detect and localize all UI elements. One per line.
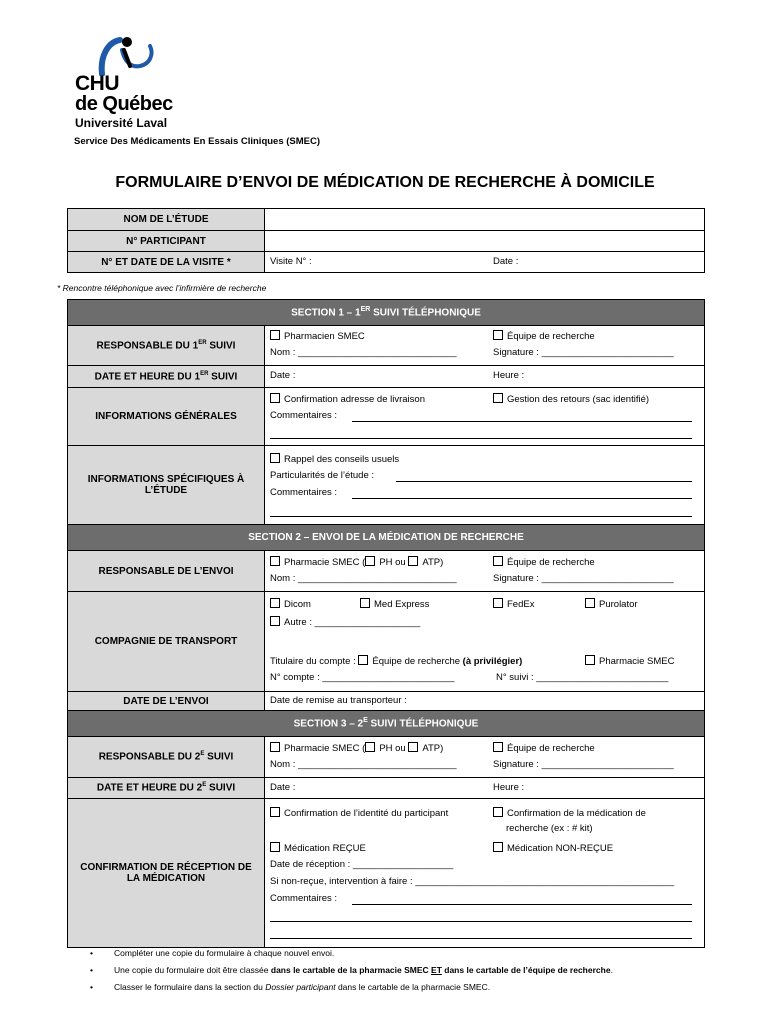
field-nom-etude[interactable] [265, 209, 705, 231]
service-name: Service Des Médicaments En Essais Cliniques (SMEC) [74, 136, 321, 147]
info-generales-cell [265, 388, 705, 446]
checkbox-equipe-envoi[interactable]: Équipe de recherche [493, 556, 595, 568]
label-participant: N° PARTICIPANT [68, 231, 265, 252]
checkbox-pharmacie-titulaire[interactable]: Pharmacie SMEC [585, 655, 675, 667]
commentaires2-label: Commentaires : [270, 487, 338, 498]
checkbox-autre[interactable]: Autre : ____________________ [270, 616, 420, 628]
logo-figure-icon [72, 36, 182, 76]
signature-field[interactable]: Signature : _________________________ [493, 347, 674, 358]
section3-header: SECTION $3 - 2^E$ SUIVI TÉLÉPHONIQUE [68, 711, 705, 737]
resp-1er-suivi-cell [265, 326, 705, 366]
commentaires3-line-2[interactable] [270, 921, 692, 922]
titulaire-compte[interactable]: Titulaire du compte : Équipe de recherche (à privilégier) [270, 656, 523, 667]
field-participant[interactable] [265, 231, 705, 252]
checkbox-confirm-identite[interactable]: Confirmation de l’identité du participant [270, 807, 448, 819]
commentaires-label: Commentaires : [270, 410, 338, 421]
commentaires3-line[interactable] [352, 904, 692, 905]
checkbox-gestion-retours[interactable]: Gestion des retours (sac identifié) [493, 393, 649, 405]
label-resp-2e-suivi: RESPONSABLE DU $2^E$ SUIVI [68, 737, 265, 778]
checkbox-confirm-adresse[interactable]: Confirmation adresse de livraison [270, 393, 425, 405]
signature-envoi-field[interactable]: Signature : _________________________ [493, 573, 674, 584]
label-date-envoi: DATE DE L’ENVOI [68, 692, 265, 711]
chu-logo [72, 36, 182, 136]
commentaires-line-2[interactable] [270, 438, 692, 439]
logo-line1: CHU [75, 72, 119, 95]
checkbox-purolator[interactable]: Purolator [585, 598, 638, 610]
label-confirmation-reception: CONFIRMATION DE RÉCEPTION DE LA MÉDICATION [68, 799, 265, 948]
label-dh-2e-suivi: DATE ET HEURE DU $2^E$ SUIVI [68, 778, 265, 799]
label-dh-1er-suivi: DATE ET HEURE DU 1ER SUIVI [68, 366, 265, 388]
commentaires2-line-2[interactable] [270, 516, 692, 517]
main-form-table [67, 299, 705, 948]
commentaires2-line[interactable] [352, 498, 692, 499]
particularites-line[interactable] [396, 481, 692, 482]
logo-line3: Université Laval [75, 116, 168, 130]
label-nom-etude: NOM DE L’ÉTUDE [68, 209, 265, 231]
label-compagnie: COMPAGNIE DE TRANSPORT [68, 592, 265, 692]
checkbox-med-recue[interactable]: Médication REÇUE [270, 842, 366, 854]
section1-header: SECTION 1 – 1ER SUIVI TÉLÉPHONIQUE [68, 300, 705, 326]
compagnie-cell [265, 592, 705, 692]
section2-header: SECTION 2 – ENVOI DE LA MÉDICATION DE RECHERCHE [68, 525, 705, 551]
nom-field[interactable]: Nom : ______________________________ [270, 347, 457, 358]
checkbox-fedex[interactable]: FedEx [493, 598, 534, 610]
checkbox-rappel-conseils[interactable]: Rappel des conseils usuels [270, 453, 399, 465]
no-compte-field[interactable]: N° compte : _________________________ [270, 672, 455, 683]
nom-2e-field[interactable]: Nom : ______________________________ [270, 759, 457, 770]
date-field[interactable]: Date : [270, 370, 296, 381]
confirmation-cell [265, 799, 705, 948]
checkbox-pharmacie-smec[interactable]: Pharmacie SMEC ( PH ou ATP) [270, 556, 443, 568]
commentaires-line[interactable] [352, 421, 692, 422]
checkbox-pharmacie-smec-2[interactable]: Pharmacie SMEC ( PH ou ATP) [270, 742, 443, 754]
label-visite: N° ET DATE DE LA VISITE * [68, 252, 265, 273]
particularites-label: Particularités de l’étude : [270, 470, 375, 481]
label-info-generales: INFORMATIONS GÉNÉRALES [68, 388, 265, 446]
logo-line2: de Québec [75, 93, 173, 115]
checkbox-equipe-2[interactable]: Équipe de recherche [493, 742, 595, 754]
footnote: * Rencontre téléphonique avec l’infirmière de recherche [57, 283, 267, 293]
label-resp-envoi: RESPONSABLE DE L’ENVOI [68, 551, 265, 592]
no-suivi-field[interactable]: N° suivi : _________________________ [496, 672, 669, 683]
si-non-recue-field[interactable]: Si non-reçue, intervention à faire : _________________________________________________ [270, 876, 675, 887]
visite-no: Visite N° : [270, 256, 312, 267]
form-title: FORMULAIRE D’ENVOI DE MÉDICATION DE RECHERCHE À DOMICILE [115, 174, 655, 191]
checkbox-confirm-medication[interactable]: Confirmation de la médication de [493, 807, 646, 819]
study-info-table [67, 208, 705, 273]
visite-date: Date : [493, 256, 519, 267]
checkbox-equipe-recherche[interactable]: Équipe de recherche [493, 330, 595, 342]
heure-field[interactable]: Heure : [493, 370, 525, 381]
date-2e-field[interactable]: Date : [270, 782, 296, 793]
resp-2e-suivi-cell [265, 737, 705, 778]
commentaires3-line-3[interactable] [270, 938, 692, 939]
checkbox-dicom[interactable]: Dicom [270, 598, 311, 610]
checkbox-med-express[interactable]: Med Express [360, 598, 429, 610]
label-info-specifiques: INFORMATIONS SPÉCIFIQUES À L’ÉTUDE [68, 446, 265, 525]
checkbox-pharmacien-smec[interactable]: Pharmacien SMEC [270, 330, 365, 342]
resp-envoi-cell [265, 551, 705, 592]
confirm-medication-line2: recherche (ex : # kit) [506, 823, 593, 834]
nom-envoi-field[interactable]: Nom : ______________________________ [270, 573, 457, 584]
dh-1er-suivi-cell [265, 366, 705, 388]
label-resp-1er-suivi: RESPONSABLE DU 1ER SUIVI [68, 326, 265, 366]
field-visite[interactable] [265, 252, 705, 273]
checkbox-med-non-recue[interactable]: Médication NON-REÇUE [493, 842, 613, 854]
dh-2e-suivi-cell [265, 778, 705, 799]
date-remise-field[interactable]: Date de remise au transporteur : [270, 695, 407, 706]
date-reception-field[interactable]: Date de réception : ___________________ [270, 859, 454, 870]
signature-2e-field[interactable]: Signature : _________________________ [493, 759, 674, 770]
heure-2e-field[interactable]: Heure : [493, 782, 525, 793]
date-envoi-cell [265, 692, 705, 711]
commentaires3-label: Commentaires : [270, 893, 338, 904]
info-specifiques-cell [265, 446, 705, 525]
